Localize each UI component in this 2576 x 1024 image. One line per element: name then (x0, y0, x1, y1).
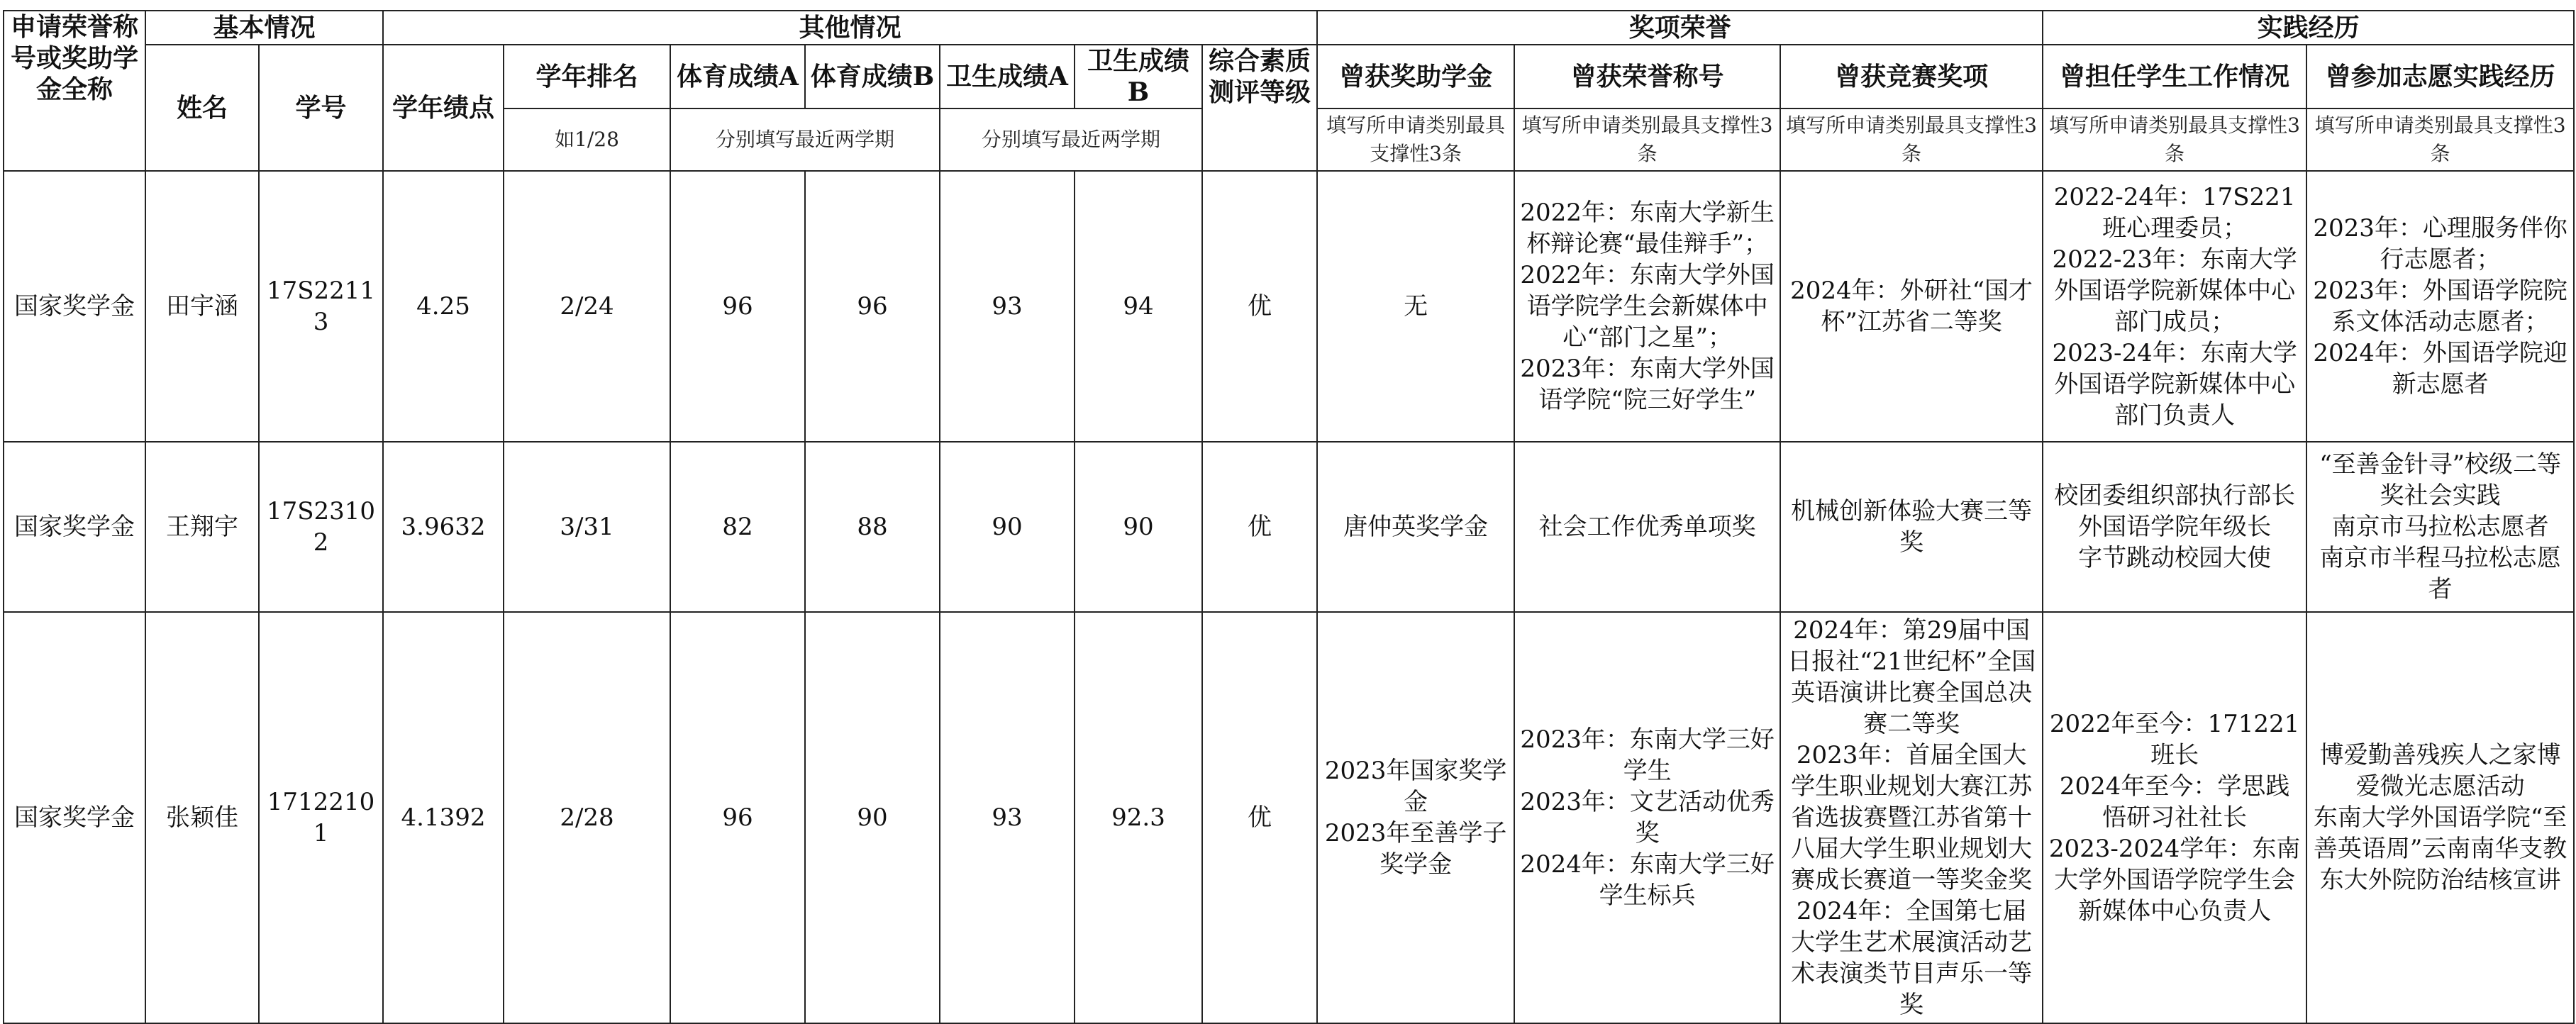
work-line: 2022-23年：东南大学外国语学院新媒体中心部门成员； (2052, 245, 2297, 336)
volunteer-line: 2024年：外国语学院迎新志愿者 (2313, 339, 2567, 399)
cell-volunteer (2306, 612, 2574, 1023)
cell-honor (1514, 612, 1780, 1023)
honor-line: 2024年：东南大学三好学生标兵 (1520, 850, 1775, 910)
application-table (3, 10, 2575, 1024)
cell-pe-b: 88 (805, 442, 940, 612)
note-hygiene: 分别填写最近两学期 (940, 108, 1202, 171)
header-honor: 曾获荣誉称号 (1514, 45, 1780, 108)
volunteer-line: 东南大学外国语学院“至善英语周”云南南华支教 (2313, 803, 2567, 863)
cell-student-work (2043, 171, 2306, 442)
cell-award: 国家奖学金 (4, 612, 145, 1023)
header-student-work: 曾担任学生工作情况 (2043, 45, 2306, 108)
contest-line: 2024年：全国第七届大学生艺术展演活动艺术表演类节目声乐一等奖 (1791, 897, 2033, 1019)
cell-pe-b: 90 (805, 612, 940, 1023)
header-rank: 学年排名 (504, 45, 670, 108)
cell-pe-b: 96 (805, 171, 940, 442)
cell-rank: 2/24 (504, 171, 670, 442)
cell-student-id: 17S23102 (259, 442, 383, 612)
header-practice: 实践经历 (2043, 11, 2574, 45)
header-gpa: 学年绩点 (383, 45, 504, 171)
volunteer-line: “至善金针寻”校级二等奖社会实践 (2319, 450, 2561, 510)
cell-gpa: 4.25 (383, 171, 504, 442)
cell-grant (1317, 171, 1514, 442)
grant-line: 2023年至善学子奖学金 (1324, 819, 1507, 879)
cell-hygiene-a: 90 (940, 442, 1075, 612)
note-work: 填写所申请类别最具支撑性3条 (2043, 108, 2306, 171)
header-award-name: 申请荣誉称号或奖助学金全称 (4, 11, 145, 171)
note-pe: 分别填写最近两学期 (670, 108, 940, 171)
work-line: 外国语学院年级长 (2078, 513, 2272, 541)
header-pe-b: 体育成绩B (805, 45, 940, 108)
cell-volunteer (2306, 171, 2574, 442)
work-line: 校团委组织部执行部长 (2054, 482, 2296, 510)
cell-pe-a: 96 (670, 171, 805, 442)
work-line: 2022-24年：17S221班心理委员； (2053, 183, 2296, 243)
cell-pe-a: 82 (670, 442, 805, 612)
cell-student-work (2043, 612, 2306, 1023)
cell-name: 王翔宇 (145, 442, 259, 612)
note-grant: 填写所申请类别最具支撑性3条 (1317, 108, 1514, 171)
contest-line: 2024年：外研社“国才杯”江苏省二等奖 (1790, 277, 2033, 336)
cell-rank: 3/31 (504, 442, 670, 612)
cell-grant (1317, 612, 1514, 1023)
header-other-info: 其他情况 (383, 11, 1317, 45)
honor-line: 2023年：东南大学三好学生 (1520, 725, 1775, 785)
cell-volunteer (2306, 442, 2574, 612)
cell-student-id: 17S22113 (259, 171, 383, 442)
cell-gpa: 3.9632 (383, 442, 504, 612)
header-name: 姓名 (145, 45, 259, 171)
volunteer-line: 南京市半程马拉松志愿者 (2319, 544, 2561, 603)
work-line: 2023-2024学年：东南大学外国语学院学生会新媒体中心负责人 (2048, 835, 2301, 925)
table-row (4, 612, 2574, 1023)
note-contest: 填写所申请类别最具支撑性3条 (1780, 108, 2043, 171)
cell-quality: 优 (1202, 442, 1317, 612)
note-rank: 如1/28 (504, 108, 670, 171)
contest-line: 2023年：首届全国大学生职业规划大赛江苏省选拔赛暨江苏省第十八届大学生职业规划大赛成长赛道一等奖金奖 (1791, 741, 2033, 894)
grant-line: 唐仲英奖学金 (1343, 513, 1489, 541)
honor-line: 社会工作优秀单项奖 (1538, 513, 1756, 541)
honor-line: 2023年：东南大学外国语学院“院三好学生” (1520, 355, 1775, 414)
grant-line: 2023年国家奖学金 (1324, 757, 1507, 816)
volunteer-line: 2023年：外国语学院院系文体活动志愿者； (2313, 277, 2567, 336)
note-honor: 填写所申请类别最具支撑性3条 (1514, 108, 1780, 171)
work-line: 2023-24年：东南大学外国语学院新媒体中心部门负责人 (2052, 339, 2297, 430)
cell-hygiene-a: 93 (940, 171, 1075, 442)
cell-award: 国家奖学金 (4, 442, 145, 612)
cell-hygiene-b: 92.3 (1075, 612, 1202, 1023)
volunteer-line: 东大外院防治结核宣讲 (2319, 866, 2561, 894)
contest-line: 机械创新体验大赛三等奖 (1791, 497, 2033, 557)
table-row (4, 171, 2574, 442)
table-row (4, 442, 2574, 612)
header-basic-info: 基本情况 (145, 11, 383, 45)
header-row-2 (4, 45, 2574, 108)
cell-award: 国家奖学金 (4, 171, 145, 442)
header-contest: 曾获竞赛奖项 (1780, 45, 2043, 108)
contest-line: 2024年：第29届中国日报社“21世纪杯”全国英语演讲比赛全国总决赛二等奖 (1787, 616, 2036, 738)
cell-student-id: 17122101 (259, 612, 383, 1023)
header-grant: 曾获奖助学金 (1317, 45, 1514, 108)
note-volunteer: 填写所申请类别最具支撑性3条 (2306, 108, 2574, 171)
volunteer-line: 博爱勤善残疾人之家博爱微光志愿活动 (2319, 741, 2561, 801)
honor-line: 2022年：东南大学外国语学院学生会新媒体中心“部门之星”； (1520, 261, 1775, 352)
header-pe-a: 体育成绩A (670, 45, 805, 108)
work-line: 2024年至今：学思践悟研习社社长 (2059, 772, 2290, 832)
header-hygiene-a: 卫生成绩A (940, 45, 1075, 108)
cell-student-work (2043, 442, 2306, 612)
header-hygiene-b: 卫生成绩B (1075, 45, 1202, 108)
cell-contest (1780, 171, 2043, 442)
header-awards-honors: 奖项荣誉 (1317, 11, 2043, 45)
header-volunteer: 曾参加志愿实践经历 (2306, 45, 2574, 108)
cell-pe-a: 96 (670, 612, 805, 1023)
cell-grant (1317, 442, 1514, 612)
honor-line: 2023年：文艺活动优秀奖 (1520, 788, 1775, 847)
header-student-id: 学号 (259, 45, 383, 171)
header-quality-level: 综合素质测评等级 (1202, 45, 1317, 171)
volunteer-line: 2023年：心理服务伴你行志愿者； (2313, 214, 2567, 274)
cell-name: 张颖佳 (145, 612, 259, 1023)
grant-line: 无 (1404, 292, 1428, 321)
cell-hygiene-b: 94 (1075, 171, 1202, 442)
cell-quality: 优 (1202, 612, 1317, 1023)
cell-rank: 2/28 (504, 612, 670, 1023)
cell-name: 田宇涵 (145, 171, 259, 442)
honor-line: 2022年：东南大学新生杯辩论赛“最佳辩手”； (1520, 199, 1775, 258)
cell-hygiene-b: 90 (1075, 442, 1202, 612)
cell-contest (1780, 442, 2043, 612)
work-line: 字节跳动校园大使 (2078, 544, 2272, 572)
cell-contest (1780, 612, 2043, 1023)
cell-honor (1514, 442, 1780, 612)
work-line: 2022年至今：171221班长 (2049, 710, 2300, 769)
volunteer-line: 南京市马拉松志愿者 (2331, 513, 2549, 541)
cell-gpa: 4.1392 (383, 612, 504, 1023)
header-row-1 (4, 11, 2574, 45)
cell-hygiene-a: 93 (940, 612, 1075, 1023)
cell-quality: 优 (1202, 171, 1317, 442)
cell-honor (1514, 171, 1780, 442)
